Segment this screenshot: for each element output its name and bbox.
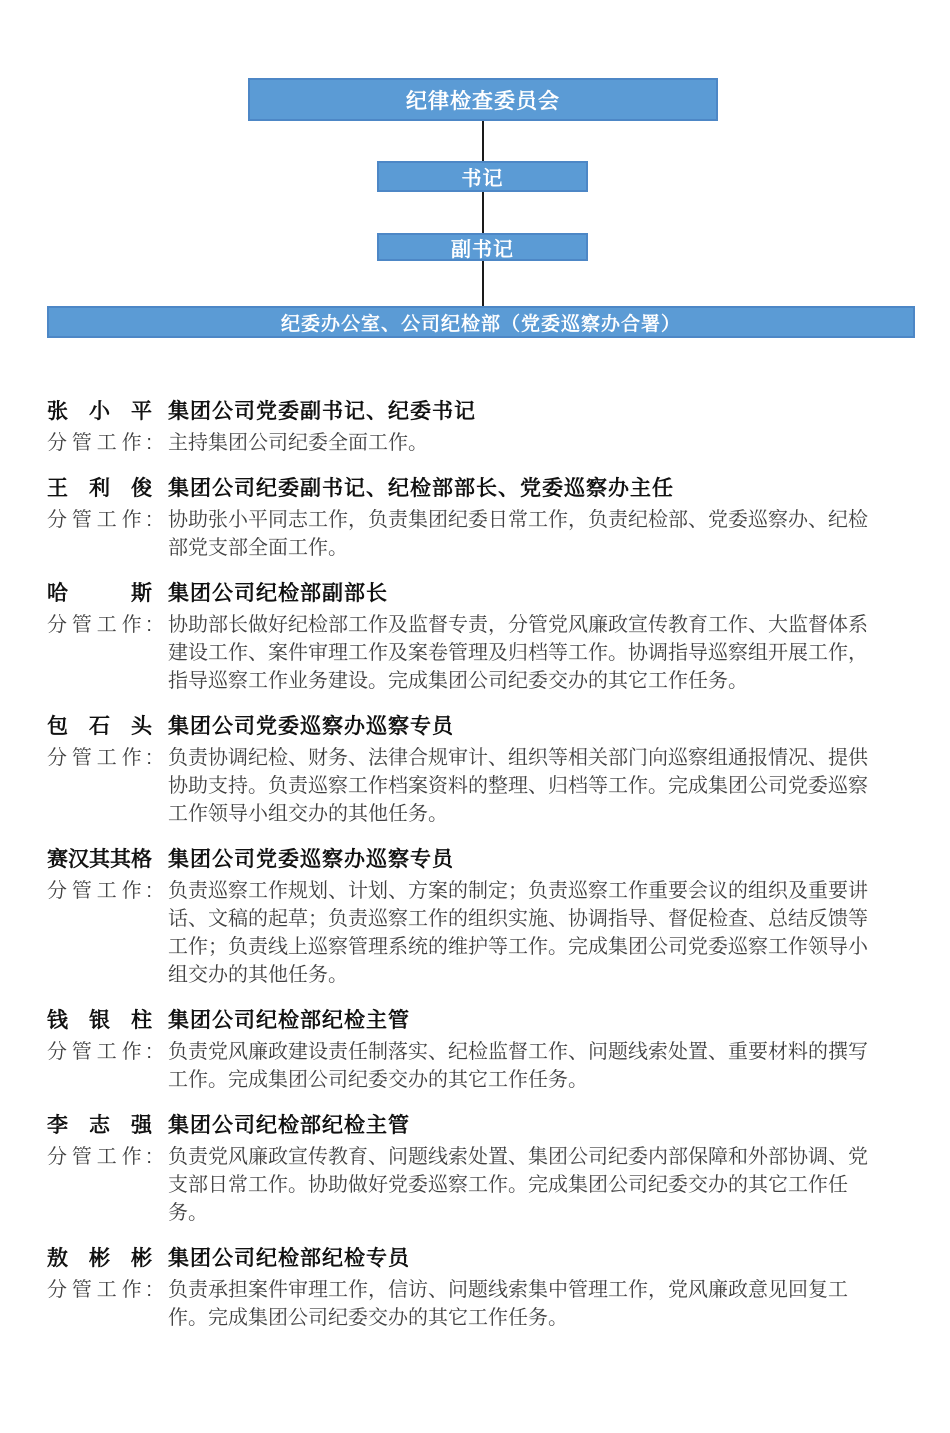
member-title: 集团公司党委巡察办巡察专员 xyxy=(168,715,454,738)
member-name: 李志强 xyxy=(47,1114,152,1137)
duty-text: 协助部长做好纪检部工作及监督专责，分管党风廉政宣传教育工作、大监督体系建设工作、案件审理工作及案卷管理及归档等工作。协调指导巡察组开展工作，指导巡察工作业务建设。完成集团公司纪委交办的其它工作任务。 xyxy=(168,614,868,692)
member-title: 集团公司纪检部纪检专员 xyxy=(168,1247,410,1270)
member-name: 哈斯 xyxy=(47,582,152,605)
duty-text: 负责协调纪检、财务、法律合规审计、组织等相关部门向巡察组通报情况、提供协助支持。负责巡察工作档案资料的整理、归档等工作。完成集团公司党委巡察工作领导小组交办的其他任务。 xyxy=(168,747,868,825)
member-head xyxy=(47,713,917,741)
member-entry xyxy=(47,1007,917,1094)
org-node-office-label: 纪委办公室、公司纪检部（党委巡察办合署） xyxy=(280,313,681,335)
duty-label: 分管工作: xyxy=(47,747,152,769)
member-title: 集团公司纪检部副部长 xyxy=(168,582,388,605)
member-head xyxy=(47,580,917,608)
member-name: 钱银柱 xyxy=(47,1009,152,1032)
org-node-deputy-secretary xyxy=(377,233,588,261)
member-head xyxy=(47,398,917,426)
duty-label: 分管工作: xyxy=(47,509,152,531)
member-entry xyxy=(47,475,917,562)
duty-label: 分管工作: xyxy=(47,1146,152,1168)
duty-label: 分管工作: xyxy=(47,1041,152,1063)
org-node-committee xyxy=(248,78,718,121)
duty-text: 负责巡察工作规划、计划、方案的制定；负责巡察工作重要会议的组织及重要讲话、文稿的起草；负责巡察工作的组织实施、协调指导、督促检查、总结反馈等工作；负责线上巡察管理系统的维护等工作。完成集团公司党委巡察工作领导小组交办的其他任务。 xyxy=(168,880,868,986)
org-node-deputy-secretary-label: 副书记 xyxy=(451,238,514,261)
org-connector-line xyxy=(482,121,484,307)
member-duty xyxy=(47,1276,917,1332)
member-entry xyxy=(47,846,917,989)
member-entry xyxy=(47,713,917,828)
org-chart xyxy=(0,0,950,400)
member-title: 集团公司纪检部纪检主管 xyxy=(168,1009,410,1032)
duty-text: 负责党风廉政宣传教育、问题线索处置、集团公司纪委内部保障和外部协调、党支部日常工作。协助做好党委巡察工作。完成集团公司纪委交办的其它工作任务。 xyxy=(168,1146,868,1224)
org-node-committee-label: 纪律检查委员会 xyxy=(406,89,560,113)
org-node-office xyxy=(47,306,915,338)
duty-label: 分管工作: xyxy=(47,614,152,636)
member-head xyxy=(47,475,917,503)
duty-text: 协助张小平同志工作，负责集团纪委日常工作，负责纪检部、党委巡察办、纪检部党支部全面工作。 xyxy=(168,509,868,559)
duty-label: 分管工作: xyxy=(47,880,152,902)
org-node-secretary-label: 书记 xyxy=(461,168,504,190)
duty-text: 主持集团公司纪委全面工作。 xyxy=(168,432,428,454)
member-entry xyxy=(47,1245,917,1332)
member-head xyxy=(47,1245,917,1273)
roster xyxy=(47,398,917,1350)
member-duty xyxy=(47,1038,917,1094)
member-entry xyxy=(47,398,917,457)
member-name: 敖彬彬 xyxy=(47,1247,152,1270)
member-name: 张小平 xyxy=(47,400,152,423)
member-head xyxy=(47,1112,917,1140)
member-duty xyxy=(47,744,917,828)
member-duty xyxy=(47,877,917,989)
member-title: 集团公司党委副书记、纪委书记 xyxy=(168,400,476,423)
member-head xyxy=(47,1007,917,1035)
duty-label: 分管工作: xyxy=(47,432,152,454)
member-entry xyxy=(47,580,917,695)
duty-text: 负责党风廉政建设责任制落实、纪检监督工作、问题线索处置、重要材料的撰写工作。完成集团公司纪委交办的其它工作任务。 xyxy=(168,1041,868,1091)
duty-text: 负责承担案件审理工作，信访、问题线索集中管理工作，党风廉政意见回复工作。完成集团公司纪委交办的其它工作任务。 xyxy=(168,1279,848,1329)
member-name: 王利俊 xyxy=(47,477,152,500)
member-title: 集团公司纪委副书记、纪检部部长、党委巡察办主任 xyxy=(168,477,674,500)
member-head xyxy=(47,846,917,874)
member-name: 赛汉其其格 xyxy=(47,848,152,871)
member-duty xyxy=(47,429,917,457)
member-title: 集团公司党委巡察办巡察专员 xyxy=(168,848,454,871)
org-node-secretary xyxy=(377,161,588,192)
member-duty xyxy=(47,506,917,562)
member-duty xyxy=(47,1143,917,1227)
member-title: 集团公司纪检部纪检主管 xyxy=(168,1114,410,1137)
member-duty xyxy=(47,611,917,695)
duty-label: 分管工作: xyxy=(47,1279,152,1301)
member-entry xyxy=(47,1112,917,1227)
member-name: 包石头 xyxy=(47,715,152,738)
